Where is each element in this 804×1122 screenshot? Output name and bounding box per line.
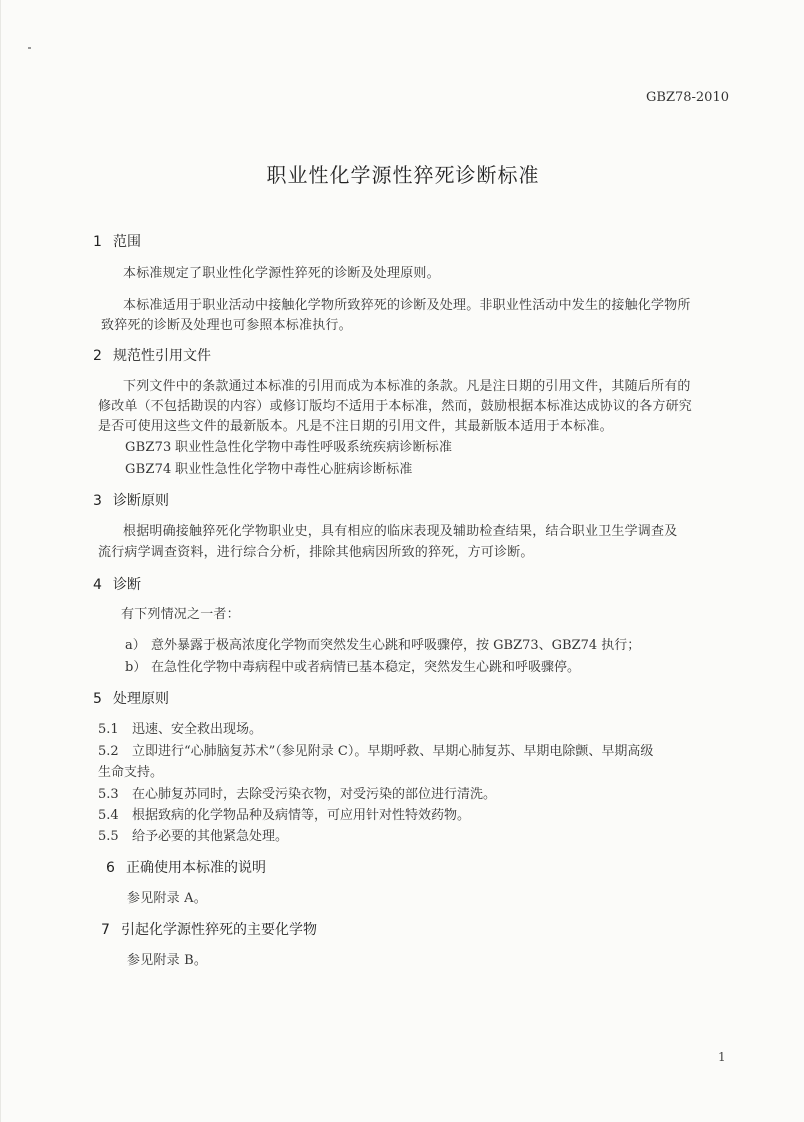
- list-item: [98, 804, 470, 823]
- item-number: 5.1: [98, 722, 119, 737]
- reference-title: 职业性急性化学物中毒性呼吸系统疾病诊断标准: [175, 440, 453, 455]
- section-number: 4: [93, 577, 102, 593]
- paragraph-line: 本标准适用于职业活动中接触化学物所致猝死的诊断及处理。非职业性活动中发生的接触化学物所: [123, 298, 691, 313]
- item-number: 5.3: [98, 787, 119, 802]
- list-text: 在急性化学物中毒病程中或者病情已基本稳定，突然发生心跳和呼吸骤停。: [151, 660, 581, 675]
- section-title: 诊断原则: [113, 493, 169, 509]
- item-number: 5.5: [98, 829, 119, 844]
- list-item: [98, 718, 262, 737]
- section-6-heading: [106, 857, 266, 877]
- section-number: 1: [93, 234, 102, 250]
- paragraph-line: 根据明确接触猝死化学物职业史，具有相应的临床表现及辅助检查结果，结合职业卫生学调查及: [123, 524, 678, 539]
- list-item: [98, 783, 496, 802]
- section-number: 3: [93, 493, 102, 509]
- section-4-heading: [93, 574, 141, 594]
- section-number: 5: [93, 691, 102, 707]
- list-label: b）: [125, 660, 147, 675]
- reference-item: [125, 458, 413, 477]
- paragraph-line: 下列文件中的条款通过本标准的引用而成为本标准的条款。凡是注日期的引用文件，其随后所有的: [123, 379, 691, 394]
- section-7-heading: [101, 919, 317, 939]
- document-title: 职业性化学源性猝死诊断标准: [266, 163, 540, 187]
- list-text: 意外暴露于极高浓度化学物而突然发生心跳和呼吸骤停，按 GBZ73、GBZ74 执行；: [151, 638, 641, 653]
- section-number: 2: [93, 348, 102, 364]
- section-1-heading: [93, 231, 141, 251]
- section-title: 处理原则: [113, 691, 169, 707]
- paragraph: 参见附录 A。: [127, 891, 207, 906]
- section-2-heading: [93, 345, 211, 365]
- list-item-continuation: 生命支持。: [98, 765, 164, 780]
- reference-item: [125, 436, 452, 455]
- section-5-heading: [93, 688, 169, 708]
- page-number: 1: [718, 1050, 726, 1064]
- item-text: 在心肺复苏同时，去除受污染衣物，对受污染的部位进行清洗。: [132, 787, 497, 802]
- list-item: [98, 740, 653, 759]
- scan-speck: [28, 47, 31, 49]
- paragraph: 有下列情况之一者：: [121, 607, 240, 622]
- reference-title: 职业性急性化学物中毒性心脏病诊断标准: [175, 462, 413, 477]
- section-number: 6: [106, 860, 115, 876]
- section-title: 正确使用本标准的说明: [126, 860, 266, 876]
- paragraph-line: 是否可使用这些文件的最新版本。凡是不注日期的引用文件，其最新版本适用于本标准。: [98, 419, 613, 434]
- section-title: 规范性引用文件: [113, 348, 211, 364]
- list-label: a）: [125, 638, 146, 653]
- list-item: [98, 825, 288, 844]
- list-item: [125, 634, 640, 653]
- paragraph-line: 致猝死的诊断及处理也可参照本标准执行。: [101, 318, 352, 333]
- reference-code: GBZ73: [125, 440, 172, 455]
- section-title: 诊断: [113, 577, 141, 593]
- item-text: 立即进行“心肺脑复苏术”（参见附录 C）。早期呼救、早期心肺复苏、早期电除颤、早期高级: [132, 744, 654, 759]
- section-title: 范围: [113, 234, 141, 250]
- section-3-heading: [93, 490, 169, 510]
- item-number: 5.2: [98, 744, 119, 759]
- section-number: 7: [101, 922, 110, 938]
- list-item: [125, 656, 580, 675]
- item-number: 5.4: [98, 808, 119, 823]
- section-title: 引起化学源性猝死的主要化学物: [121, 922, 317, 938]
- paragraph-line: 流行病学调查资料，进行综合分析，排除其他病因所致的猝死，方可诊断。: [98, 545, 534, 560]
- reference-code: GBZ74: [125, 462, 172, 477]
- paragraph-line: 修改单（不包括勘误的内容）或修订版均不适用于本标准，然而，鼓励根据本标准达成协议的各方研究: [98, 399, 693, 414]
- item-text: 给予必要的其他紧急处理。: [132, 829, 289, 844]
- standard-code: GBZ78-2010: [646, 90, 729, 105]
- paragraph: 本标准规定了职业性化学源性猝死的诊断及处理原则。: [123, 266, 440, 281]
- paragraph: 参见附录 B。: [127, 953, 208, 968]
- item-text: 根据致病的化学物品种及病情等，可应用针对性特效药物。: [132, 808, 471, 823]
- item-text: 迅速、安全救出现场。: [132, 722, 263, 737]
